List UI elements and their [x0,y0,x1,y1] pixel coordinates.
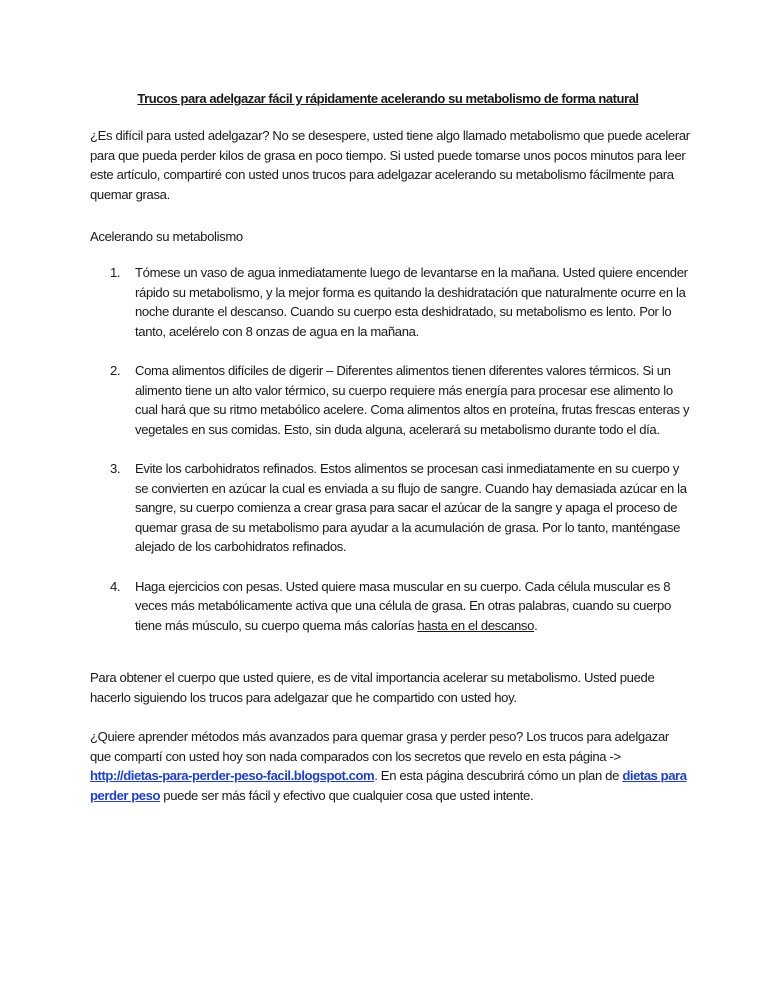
list-number: 2. [110,362,121,378]
list-item-text: Coma alimentos difíciles de digerir – Diferentes alimentos tienen diferentes valores térmicos. Si un alimento tiene un alto valor térmico, su cuerpo requiere más energía para procesar ese alimento lo cual hará que su ritmo metabólico acelere. Coma alimentos altos en proteína, frutas frescas enteras y vegetales en sus comidas. Esto, sin duda alguna, acelerará su metabolismo durante todo el día. [135,362,690,437]
tips-list [90,263,690,655]
cta-paragraph [90,727,690,805]
list-number: 3. [110,460,121,476]
list-item-text: Haga ejercicios con pesas. Usted quiere masa muscular en su cuerpo. Cada célula muscular es 8 veces más metabólicamente activa que una célula de grasa. En otras palabras, cuando su cuerpo tiene más músculo, su cuerpo quema más calorías [135,578,671,633]
list-item [90,577,690,636]
list-item-text: Evite los carbohidratos refinados. Estos alimentos se procesan casi inmediatamente en su cuerpo y se convierten en azúcar la cual es enviada a su flujo de sangre. Cuando hay demasiada azúcar en la sangre, su cuerpo comienza a crear grasa para sacar el azúcar de la sangre y apaga el proceso de quemar grasa de su metabolismo para ayudar a la acumulación de grasa. Por lo tanto, manténgase alejado de los carbohidratos refinados. [135,460,687,555]
dietas-link[interactable]: dietas para perder peso [90,768,687,803]
cta-text-3: puede ser más fácil y efectivo que cualquier cosa que usted intente. [160,787,534,803]
cta-text-1: ¿Quiere aprender métodos más avanzados para quemar grasa y perder peso? Los trucos para adelgazar que compartí con usted hoy son nada comparados con los secretos que revelo en esta página -> [90,729,669,764]
list-number: 4. [110,578,121,594]
list-item [90,361,690,439]
list-item-text: Tómese un vaso de agua inmediatamente luego de levantarse en la mañana. Usted quiere encender rápido su metabolismo, y la mejor forma es quitando la deshidratación que naturalmente ocurre en la noche durante el descanso. Cuando su cuerpo esta deshidratado, su metabolismo es lento. Por lo tanto, acelérelo con 8 onzas de agua en la mañana. [135,265,688,339]
intro-paragraph: ¿Es difícil para usted adelgazar? No se desespere, usted tiene algo llamado metabolismo que puede acelerar para que pueda perder kilos de grasa en poco tiempo. Si usted puede tomarse unos pocos minutos para leer este artículo, compartiré con usted unos trucos para adelgazar acelerando su metabolismo fácilmente para quemar grasa. [90,128,690,202]
list-item-end: . [534,617,538,633]
section-heading: Acelerando su metabolismo [90,229,243,244]
document-title: Trucos para adelgazar fácil y rápidamente acelerando su metabolismo de forma natural [137,91,639,106]
underlined-phrase: hasta en el descanso [417,617,535,633]
blog-link[interactable]: http://dietas-para-perder-peso-facil.blogspot.com [90,768,375,784]
cta-text-2: . En esta página descubrirá cómo un plan de [374,768,623,784]
list-item [90,459,690,557]
conclusion-paragraph: Para obtener el cuerpo que usted quiere, es de vital importancia acelerar su metabolismo. Usted puede hacerlo siguiendo los trucos para adelgazar que he compartido con usted hoy. [90,670,655,705]
list-number: 1. [110,265,121,280]
list-item [90,263,690,341]
